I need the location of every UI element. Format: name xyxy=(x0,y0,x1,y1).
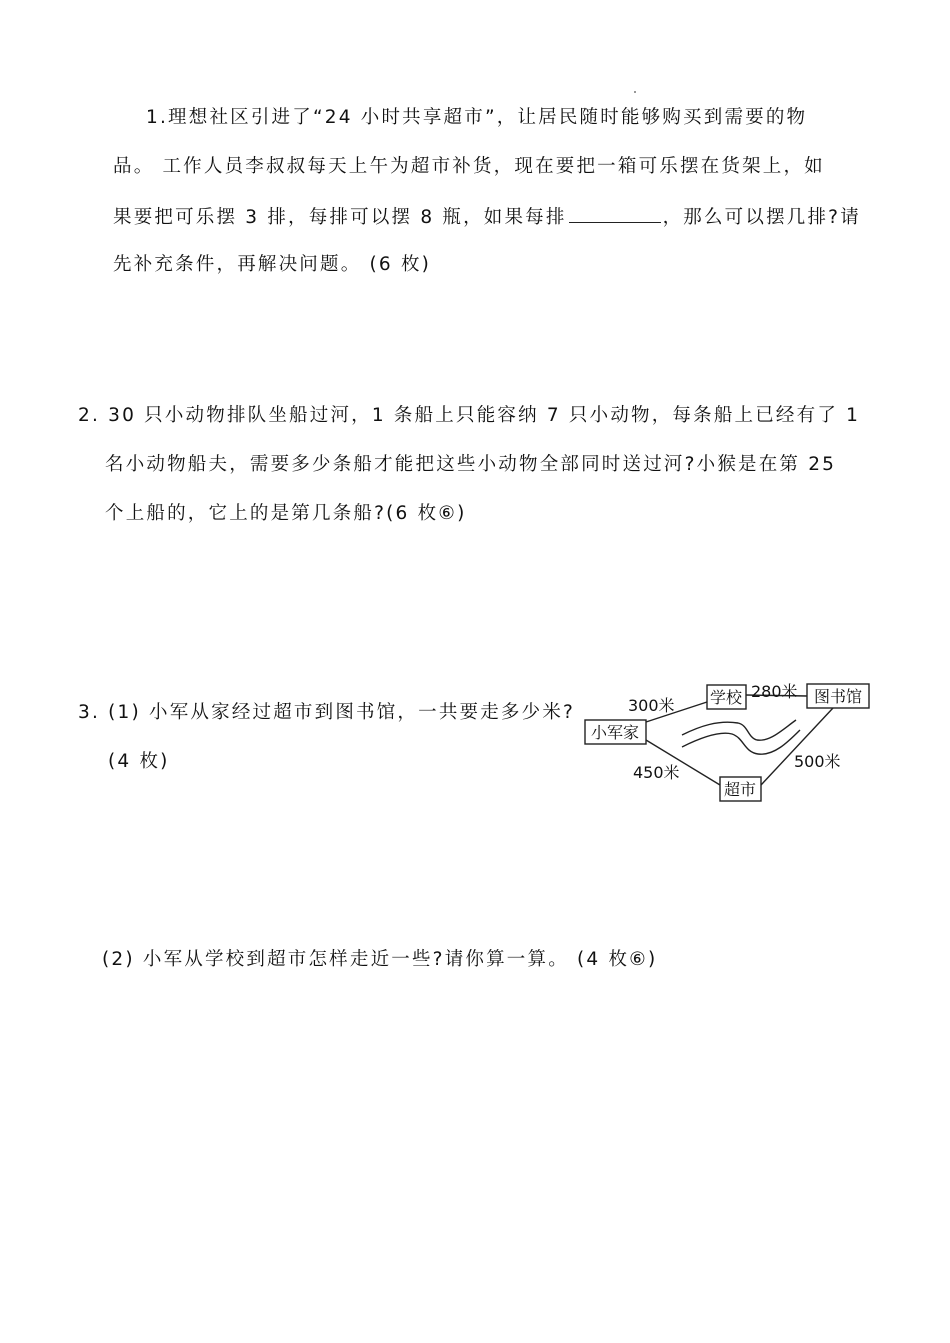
school-label: 学校 xyxy=(709,688,743,707)
library-box xyxy=(807,684,869,708)
home-label: 小军家 xyxy=(590,723,640,742)
q1-line-1: 1.理想社区引进了“24 小时共享超市”，让居民随时能够购买到需要的物 xyxy=(146,107,808,128)
home-box xyxy=(585,720,646,744)
river-line-2 xyxy=(682,730,800,754)
school-box xyxy=(707,685,746,709)
speck xyxy=(634,91,636,93)
road-school-library xyxy=(746,695,807,696)
fill-in-blank[interactable] xyxy=(569,204,661,223)
q3-part1-line-2: (4 枚) xyxy=(108,751,170,772)
q3-part1-line-1: 3. (1) 小军从家经过超市到图书馆，一共要走多少米? xyxy=(78,702,576,723)
q1-line-3-after: ，那么可以摆几排?请 xyxy=(662,207,861,228)
q1-line-3-before: 果要把可乐摆 3 排，每排可以摆 8 瓶，如果每排 xyxy=(113,207,567,228)
road-home-market xyxy=(646,740,720,785)
library-label: 图书馆 xyxy=(813,687,863,706)
q2-line-3: 个上船的，它上的是第几条船?(6 枚⑥) xyxy=(105,503,467,524)
q3-part2: (2) 小军从学校到超市怎样走近一些?请你算一算。 (4 枚⑥) xyxy=(102,949,658,970)
distance-school-library: 280米 xyxy=(751,682,798,701)
q1-line-2: 品。 工作人员李叔叔每天上午为超市补货，现在要把一箱可乐摆在货架上，如 xyxy=(113,156,825,177)
market-box xyxy=(720,777,761,801)
q1-line-4: 先补充条件，再解决问题。 (6 枚) xyxy=(113,254,432,275)
distance-market-library: 500米 xyxy=(794,752,841,771)
q2-line-2: 名小动物船夫，需要多少条船才能把这些小动物全部同时送过河?小猴是在第 25 xyxy=(105,454,837,475)
market-label: 超市 xyxy=(723,780,757,799)
q2-line-1: 2. 30 只小动物排队坐船过河，1 条船上只能容纳 7 只小动物，每条船上已经有了 1 xyxy=(78,405,861,426)
distance-home-school: 300米 xyxy=(628,696,675,715)
road-market-library xyxy=(761,708,833,785)
river-line-1 xyxy=(682,720,796,740)
road-home-school xyxy=(646,702,707,722)
distance-home-market: 450米 xyxy=(633,763,680,782)
q1-line-3 xyxy=(113,204,861,230)
